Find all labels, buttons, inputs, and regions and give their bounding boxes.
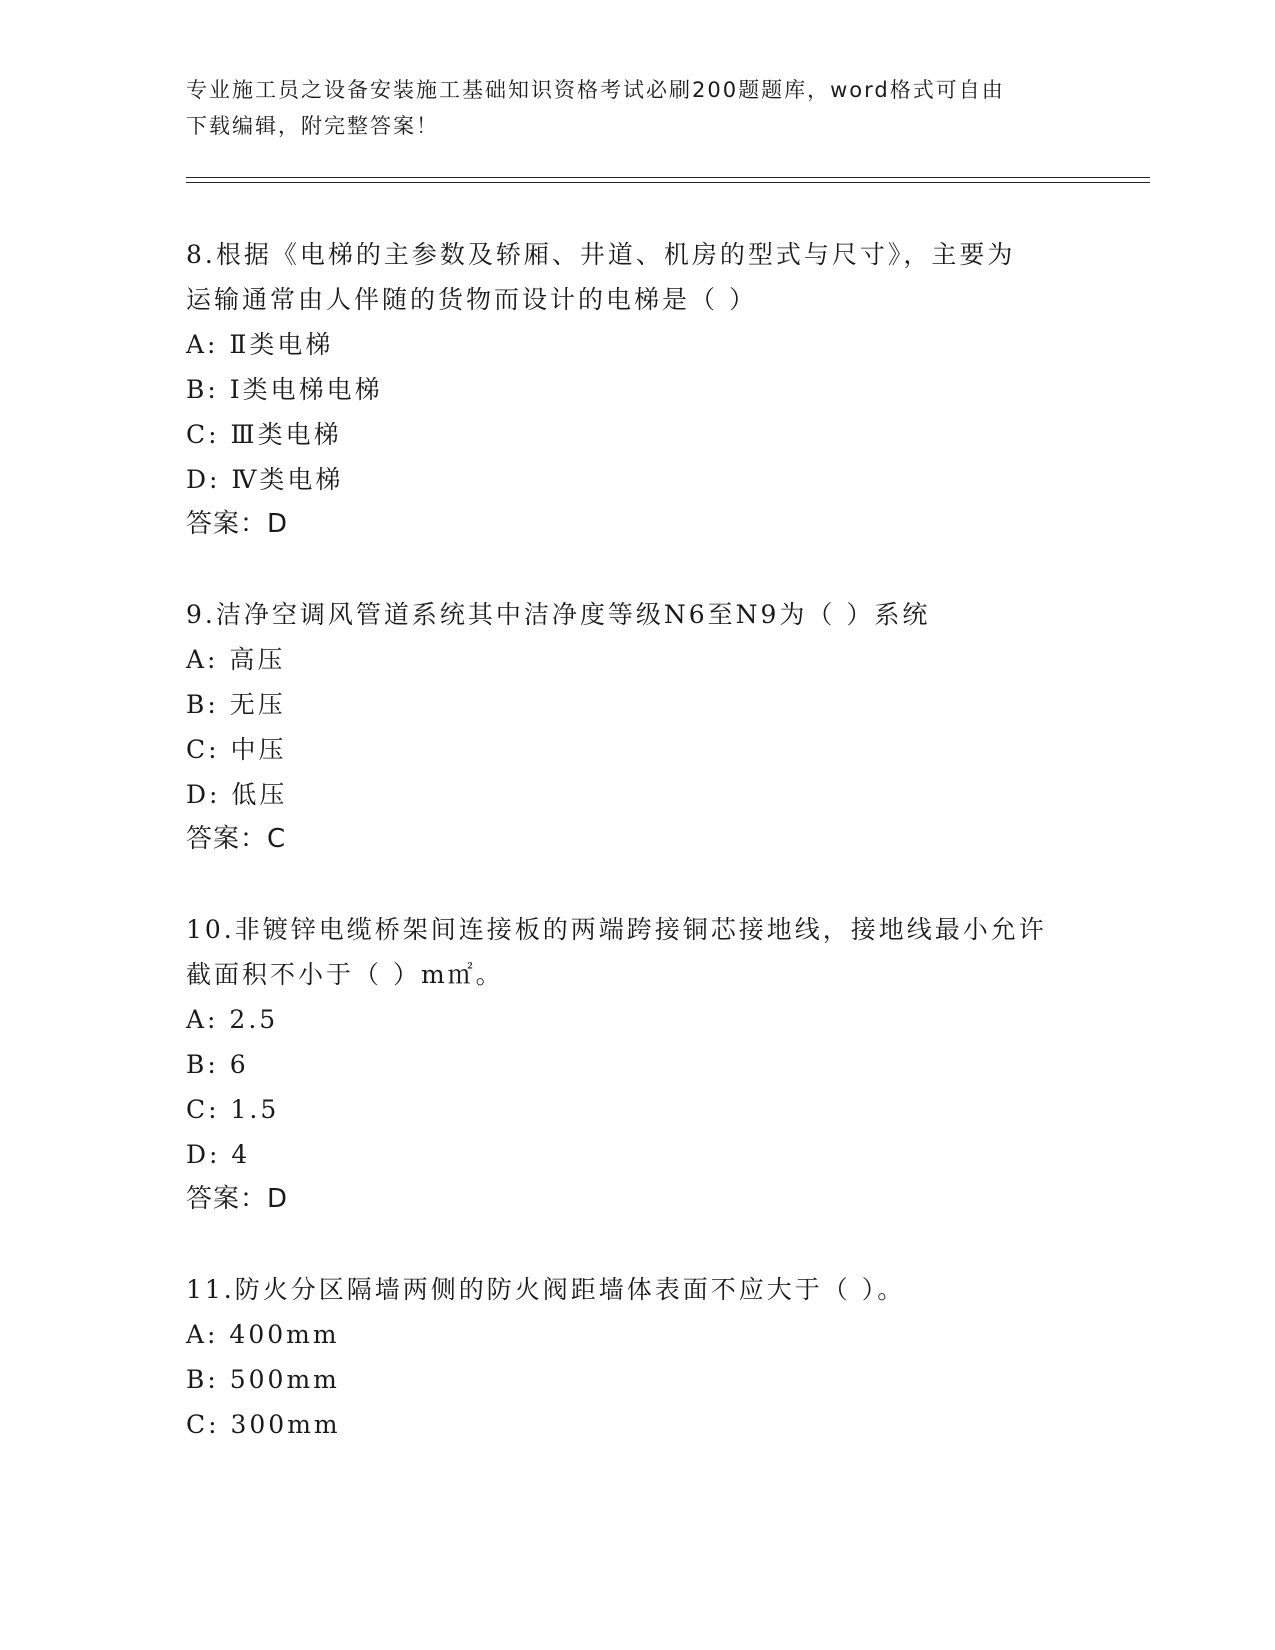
question-8: [186, 232, 1086, 547]
option-a: A: Ⅱ类电梯: [186, 330, 334, 359]
question-list: [186, 232, 1086, 1492]
question-text: 11.防火分区隔墙两侧的防火阀距墙体表面不应大于（ ）。: [186, 1275, 906, 1304]
answer-line: 答案：C: [186, 824, 287, 854]
option-a: A: 高压: [186, 645, 286, 674]
question-10: [186, 907, 1086, 1222]
header-divider-bottom: [186, 182, 1150, 183]
question-text: 运输通常由人伴随的货物而设计的电梯是（ ）: [186, 285, 757, 314]
document-header: [186, 72, 1086, 144]
question-text: 10.非镀锌电缆桥架间连接板的两端跨接铜芯接地线，接地线最小允许: [186, 915, 1047, 944]
answer-line: 答案：D: [186, 1184, 289, 1214]
header-line-1: 专业施工员之设备安装施工基础知识资格考试必刷200题题库，word格式可自由: [186, 78, 1005, 102]
option-c: C: 中压: [186, 735, 287, 764]
option-c: C: 300mm: [186, 1410, 341, 1439]
question-9: [186, 592, 1086, 862]
option-d: D: 4: [186, 1140, 251, 1169]
option-d: D: 低压: [186, 780, 288, 809]
option-d: D: Ⅳ类电梯: [186, 465, 344, 494]
question-text: 8.根据《电梯的主参数及轿厢、井道、机房的型式与尺寸》，主要为: [186, 240, 1016, 269]
header-line-2: 下载编辑，附完整答案！: [186, 114, 439, 138]
option-b: B: 无压: [186, 690, 286, 719]
option-b: B: 500mm: [186, 1365, 340, 1394]
question-text: 9.洁净空调风管道系统其中洁净度等级N6至N9为（ ）系统: [186, 600, 931, 629]
question-11: [186, 1267, 1086, 1447]
option-c: C: Ⅲ类电梯: [186, 420, 342, 449]
answer-line: 答案：D: [186, 509, 289, 539]
option-a: A: 400mm: [186, 1320, 340, 1349]
option-b: B: Ⅰ类电梯电梯: [186, 375, 383, 404]
option-a: A: 2.5: [186, 1005, 279, 1034]
header-divider-top: [186, 177, 1150, 178]
option-c: C: 1.5: [186, 1095, 280, 1124]
option-b: B: 6: [186, 1050, 249, 1079]
question-text: 截面积不小于（ ）m㎡。: [186, 960, 504, 989]
